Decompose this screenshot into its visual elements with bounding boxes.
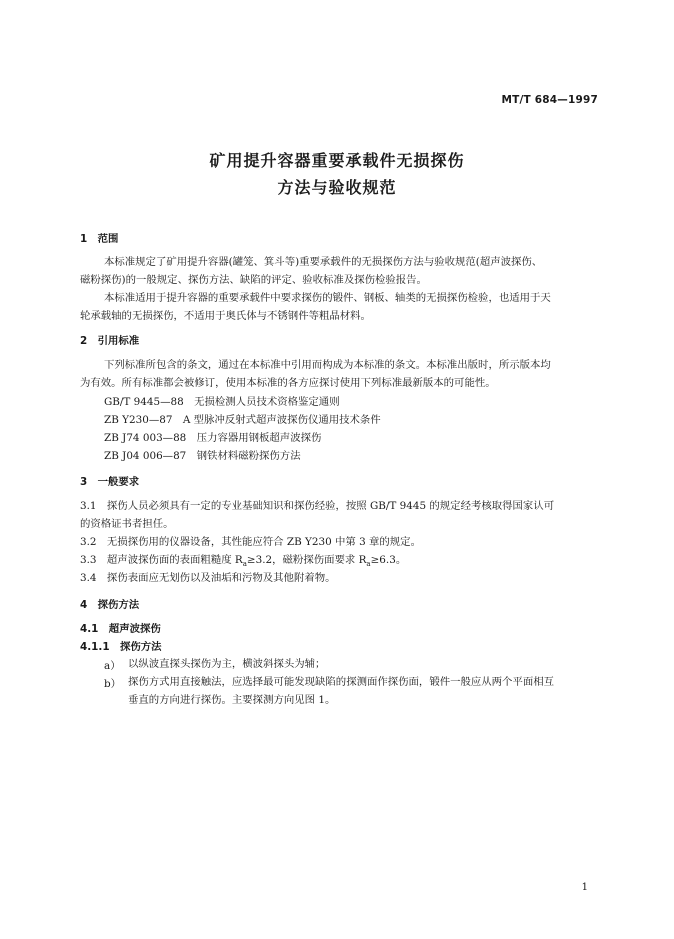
section-1-paragraph-2-line-2: 轮承载轴的无损探伤，不适用于奥氏体与不锈钢件等粗晶材料。 [80, 310, 371, 322]
section-1-paragraph-2-line-1: 本标准适用于提升容器的重要承载件中要求探伤的锻件、钢板、轴类的无损探伤检验，也适用于天 [104, 292, 551, 304]
list-marker-b: b） [104, 678, 122, 690]
reference-item: ZB J74 003—88 压力容器用钢板超声波探伤 [104, 432, 322, 444]
reference-item: ZB J04 006—87 钢铁材料磁粉探伤方法 [104, 450, 301, 462]
clause-3-3-text-b: ≥3.2，磁粉探伤面要求 R [246, 554, 367, 566]
clause-3-3 [80, 553, 406, 571]
standard-code: MT/T 684—1997 [501, 94, 598, 106]
clause-3-4: 3.4 探伤表面应无划伤以及油垢和污物及其他附着物。 [80, 572, 336, 584]
list-marker-a: a） [104, 660, 121, 672]
clause-3-3-text-a: 3.3 超声波探伤面的表面粗糙度 R [80, 554, 243, 566]
section-1-heading: 1 范围 [80, 233, 119, 245]
page-number: 1 [581, 882, 588, 893]
section-4-1-heading: 4.1 超声波探伤 [80, 623, 161, 635]
subscript-a: a [366, 560, 371, 569]
clause-3-3-text-c: ≥6.3。 [370, 554, 407, 566]
section-4-1-1-heading: 4.1.1 探伤方法 [80, 641, 162, 653]
subscript-a: a [242, 560, 247, 569]
document-title-line2: 方法与验收规范 [277, 178, 397, 197]
section-2-heading: 2 引用标准 [80, 335, 140, 347]
reference-item: ZB Y230—87 A 型脉冲反射式超声波探伤仪通用技术条件 [104, 414, 381, 426]
list-item-b-line-1: 探伤方式用直接触法，应选择最可能发现缺陷的探测面作探伤面，锻件一般应从两个平面相互 [128, 676, 555, 688]
document-title-line1: 矿用提升容器重要承载件无损探伤 [209, 151, 465, 170]
section-1-paragraph-1-line-2: 磁粉探伤)的一般规定、探伤方法、缺陷的评定、验收标准及探伤检验报告。 [80, 274, 427, 286]
clause-3-1-line-1: 3.1 探伤人员必须具有一定的专业基础知识和探伤经验，按照 GB/T 9445 的规定经考核取得国家认可 [80, 500, 555, 512]
reference-item: GB/T 9445—88 无损检测人员技术资格鉴定通则 [104, 396, 340, 408]
section-1-paragraph-1-line-1: 本标准规定了矿用提升容器(罐笼、箕斗等)重要承载件的无损探伤方法与验收规范(超声波探伤、 [104, 256, 543, 268]
section-4-heading: 4 探伤方法 [80, 599, 140, 611]
clause-3-1-line-2: 的资格证书者担任。 [80, 518, 174, 530]
section-2-paragraph-line-2: 为有效。所有标准都会被修订，使用本标准的各方应探讨使用下列标准最新版本的可能性。 [80, 377, 496, 389]
section-2-paragraph-line-1: 下列标准所包含的条文，通过在本标准中引用而构成为本标准的条文。本标准出版时，所示版本均 [104, 359, 551, 371]
list-item-b-line-2: 垂直的方向进行探伤。主要探测方向见图 1。 [128, 694, 336, 706]
list-item-a-text: 以纵波直探头探伤为主，横波斜探头为辅； [128, 658, 326, 670]
section-3-heading: 3 一般要求 [80, 476, 140, 488]
clause-3-2: 3.2 无损探伤用的仪器设备，其性能应符合 ZB Y230 中第 3 章的规定。 [80, 536, 421, 548]
